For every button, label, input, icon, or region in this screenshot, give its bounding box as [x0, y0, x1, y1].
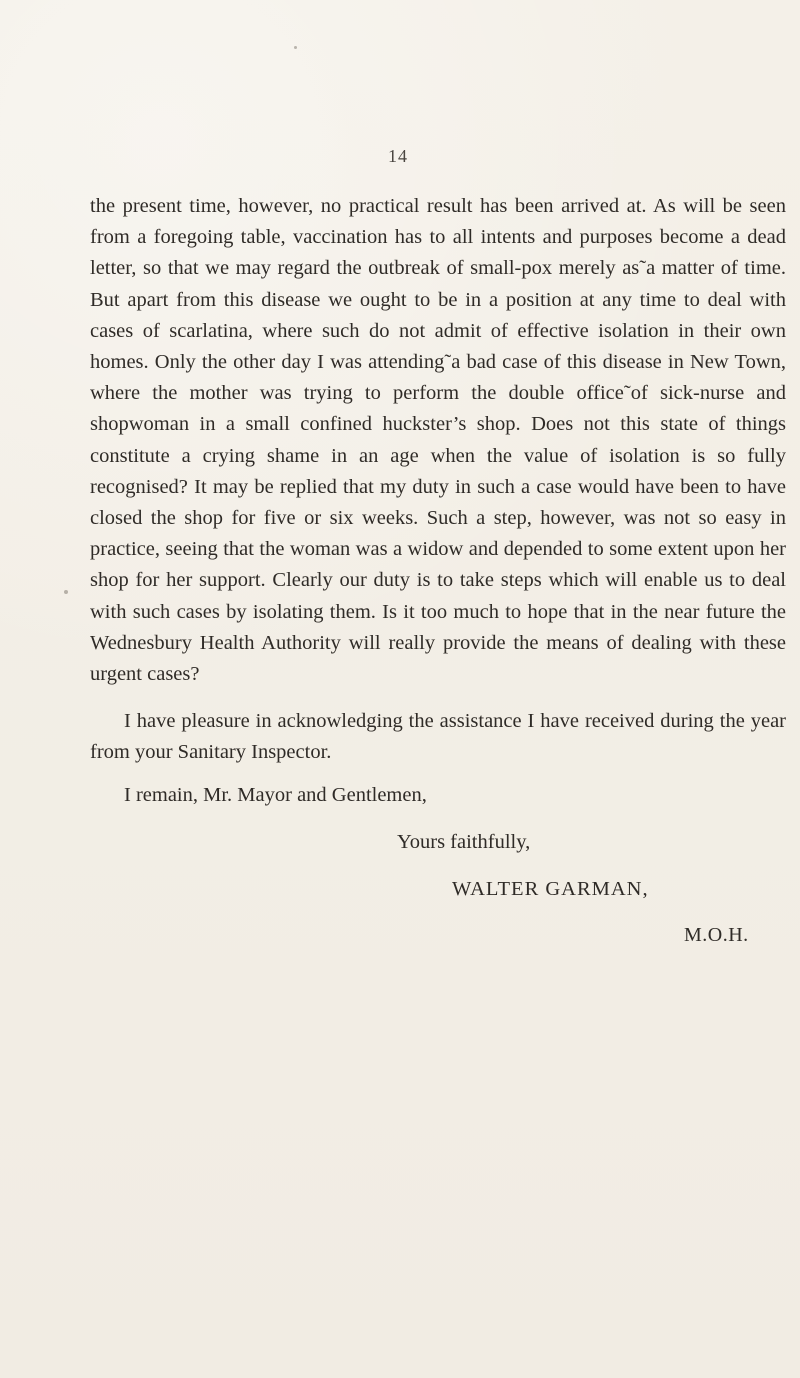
- paper-speck: [64, 590, 68, 594]
- page-number: 14: [388, 146, 408, 166]
- body-paragraph-1: the present time, however, no practical result has been arrived at. As will be seen from a foregoing table, vaccination has to all intents and purposes become a dead letter, so that we may regard the outbreak of small-pox merely as˜a matter of time. But apart from this disease we ought to be in a position at any time to deal with cases of scarlatina, where such do not admit of effective isolation in their own homes. Only the other day I was attending˜a bad case of this disease in New Town, where the mother was trying to perform the double office˜of sick-nurse and shopwoman in a small confined huckster’s shop. Does not this state of things constitute a crying shame in an age when the value of isolation is so fully recognised? It may be replied that my duty in such a case would have been to have closed the shop for five or six weeks. Such a step, however, was not so easy in practice, seeing that the woman was a widow and depended to some extent upon her shop for her support. Clearly our duty is to take steps which will enable us to deal with such cases by isolating them. Is it too much to hope that in the near future the Wednesbury Health Authority will really provide the means of dealing with these urgent cases?: [90, 195, 786, 686]
- paper-speck: [294, 46, 297, 49]
- signature-name: WALTER GARMAN,: [452, 878, 649, 900]
- closing-line: I remain, Mr. Mayor and Gentlemen,: [124, 784, 427, 806]
- valediction: Yours faithfully,: [397, 831, 531, 853]
- signature-title: M.O.H.: [684, 924, 749, 946]
- body-paragraph-2: I have pleasure in acknowledging the assistance I have received during the year from your Sanitary Inspector.: [90, 710, 786, 764]
